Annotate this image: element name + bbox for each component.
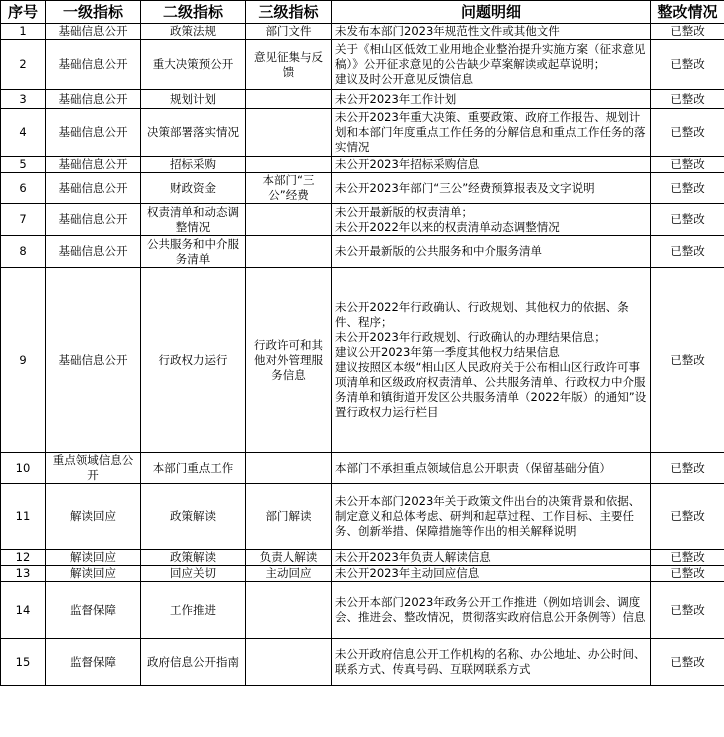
table-row bbox=[1, 582, 724, 639]
table-row bbox=[1, 24, 724, 40]
level3-indicator bbox=[246, 90, 332, 109]
level2-indicator: 决策部署落实情况 bbox=[141, 109, 246, 157]
header-no: 序号 bbox=[1, 1, 46, 24]
table-row bbox=[1, 109, 724, 157]
row-number: 10 bbox=[1, 453, 46, 484]
problem-detail: 未公开最新版的权责清单； 未公开2022年以来的权责清单动态调整情况 bbox=[332, 204, 651, 236]
level2-indicator: 政策法规 bbox=[141, 24, 246, 40]
problem-detail: 未公开2023年招标采购信息 bbox=[332, 157, 651, 173]
row-number: 7 bbox=[1, 204, 46, 236]
problem-detail: 未公开2023年部门“三公”经费预算报表及文字说明 bbox=[332, 173, 651, 204]
row-number: 11 bbox=[1, 484, 46, 550]
row-number: 15 bbox=[1, 639, 46, 686]
table-row bbox=[1, 566, 724, 582]
level2-indicator: 政策解读 bbox=[141, 550, 246, 566]
level3-indicator bbox=[246, 453, 332, 484]
level3-indicator: 负责人解读 bbox=[246, 550, 332, 566]
level1-indicator: 基础信息公开 bbox=[46, 268, 141, 453]
level2-indicator: 招标采购 bbox=[141, 157, 246, 173]
row-number: 3 bbox=[1, 90, 46, 109]
level2-indicator: 公共服务和中介服务清单 bbox=[141, 236, 246, 268]
level3-indicator bbox=[246, 109, 332, 157]
table-row bbox=[1, 236, 724, 268]
problem-detail: 未公开2023年工作计划 bbox=[332, 90, 651, 109]
level2-indicator: 财政资金 bbox=[141, 173, 246, 204]
problem-detail: 本部门不承担重点领域信息公开职责（保留基础分值） bbox=[332, 453, 651, 484]
header-detail: 问题明细 bbox=[332, 1, 651, 24]
status-cell: 已整改 bbox=[651, 582, 724, 639]
status-cell: 已整改 bbox=[651, 157, 724, 173]
status-cell: 已整改 bbox=[651, 453, 724, 484]
status-cell: 已整改 bbox=[651, 109, 724, 157]
table-row bbox=[1, 639, 724, 686]
status-cell: 已整改 bbox=[651, 639, 724, 686]
row-number: 8 bbox=[1, 236, 46, 268]
header-level1: 一级指标 bbox=[46, 1, 141, 24]
level3-indicator: 部门文件 bbox=[246, 24, 332, 40]
level1-indicator: 基础信息公开 bbox=[46, 173, 141, 204]
row-number: 14 bbox=[1, 582, 46, 639]
table-row bbox=[1, 157, 724, 173]
level1-indicator: 重点领域信息公开 bbox=[46, 453, 141, 484]
status-cell: 已整改 bbox=[651, 484, 724, 550]
level2-indicator: 权责清单和动态调整情况 bbox=[141, 204, 246, 236]
problem-detail: 未公开2022年行政确认、行政规划、其他权力的依据、条件、程序； 未公开2023年行政规划、行政确认的办理结果信息； 建议公开2023年第一季度其他权力结果信息 建议按照区本级“相山区人民政府关于公布相山区行政许可事项清单和区级政府权责清单、公共服务清单、行政权力中介服务清单和镇街道开发区公共服务清单（2022年版）的通知”设置行政权力运行栏目 bbox=[332, 268, 651, 453]
level2-indicator: 工作推进 bbox=[141, 582, 246, 639]
level3-indicator bbox=[246, 639, 332, 686]
table-row bbox=[1, 173, 724, 204]
level1-indicator: 解读回应 bbox=[46, 550, 141, 566]
problem-detail: 未公开最新版的公共服务和中介服务清单 bbox=[332, 236, 651, 268]
status-cell: 已整改 bbox=[651, 204, 724, 236]
row-number: 12 bbox=[1, 550, 46, 566]
status-cell: 已整改 bbox=[651, 40, 724, 90]
status-cell: 已整改 bbox=[651, 173, 724, 204]
level1-indicator: 解读回应 bbox=[46, 484, 141, 550]
level3-indicator bbox=[246, 236, 332, 268]
problem-detail: 未公开2023年负责人解读信息 bbox=[332, 550, 651, 566]
header-level2: 二级指标 bbox=[141, 1, 246, 24]
row-number: 5 bbox=[1, 157, 46, 173]
header-status: 整改情况 bbox=[651, 1, 724, 24]
level1-indicator: 基础信息公开 bbox=[46, 40, 141, 90]
table-row bbox=[1, 204, 724, 236]
level3-indicator bbox=[246, 582, 332, 639]
status-cell: 已整改 bbox=[651, 268, 724, 453]
status-cell: 已整改 bbox=[651, 24, 724, 40]
status-cell: 已整改 bbox=[651, 550, 724, 566]
level1-indicator: 监督保障 bbox=[46, 639, 141, 686]
level3-indicator bbox=[246, 157, 332, 173]
row-number: 9 bbox=[1, 268, 46, 453]
level1-indicator: 基础信息公开 bbox=[46, 90, 141, 109]
level1-indicator: 基础信息公开 bbox=[46, 24, 141, 40]
row-number: 4 bbox=[1, 109, 46, 157]
level2-indicator: 本部门重点工作 bbox=[141, 453, 246, 484]
problem-detail: 未公开2023年重大决策、重要政策、政府工作报告、规划计划和本部门年度重点工作任务的分解信息和重点工作任务的落实情况 bbox=[332, 109, 651, 157]
level2-indicator: 政府信息公开指南 bbox=[141, 639, 246, 686]
row-number: 13 bbox=[1, 566, 46, 582]
level2-indicator: 回应关切 bbox=[141, 566, 246, 582]
row-number: 6 bbox=[1, 173, 46, 204]
level1-indicator: 基础信息公开 bbox=[46, 204, 141, 236]
table-row bbox=[1, 40, 724, 90]
level1-indicator: 基础信息公开 bbox=[46, 236, 141, 268]
level1-indicator: 基础信息公开 bbox=[46, 157, 141, 173]
problem-detail: 未公开本部门2023年关于政策文件出台的决策背景和依据、制定意义和总体考虑、研判和起草过程、工作目标、主要任务、创新举措、保障措施等作出的相关解释说明 bbox=[332, 484, 651, 550]
level2-indicator: 政策解读 bbox=[141, 484, 246, 550]
table-row bbox=[1, 453, 724, 484]
level3-indicator: 主动回应 bbox=[246, 566, 332, 582]
level1-indicator: 基础信息公开 bbox=[46, 109, 141, 157]
level3-indicator: 本部门“三公”经费 bbox=[246, 173, 332, 204]
status-cell: 已整改 bbox=[651, 566, 724, 582]
table-row bbox=[1, 550, 724, 566]
level3-indicator: 部门解读 bbox=[246, 484, 332, 550]
header-level3: 三级指标 bbox=[246, 1, 332, 24]
table-row bbox=[1, 484, 724, 550]
row-number: 1 bbox=[1, 24, 46, 40]
header-row bbox=[1, 1, 724, 24]
level3-indicator bbox=[246, 204, 332, 236]
problem-detail: 未公开2023年主动回应信息 bbox=[332, 566, 651, 582]
status-cell: 已整改 bbox=[651, 236, 724, 268]
level1-indicator: 解读回应 bbox=[46, 566, 141, 582]
level2-indicator: 行政权力运行 bbox=[141, 268, 246, 453]
level2-indicator: 规划计划 bbox=[141, 90, 246, 109]
problem-detail: 未发布本部门2023年规范性文件或其他文件 bbox=[332, 24, 651, 40]
table-row bbox=[1, 90, 724, 109]
row-number: 2 bbox=[1, 40, 46, 90]
problem-detail: 未公开本部门2023年政务公开工作推进（例如培训会、调度会、推进会、整改情况，贯彻落实政府信息公开条例等）信息 bbox=[332, 582, 651, 639]
level3-indicator: 意见征集与反馈 bbox=[246, 40, 332, 90]
level3-indicator: 行政许可和其他对外管理服务信息 bbox=[246, 268, 332, 453]
level1-indicator: 监督保障 bbox=[46, 582, 141, 639]
problem-detail: 未公开政府信息公开工作机构的名称、办公地址、办公时间、联系方式、传真号码、互联网联系方式 bbox=[332, 639, 651, 686]
level2-indicator: 重大决策预公开 bbox=[141, 40, 246, 90]
status-cell: 已整改 bbox=[651, 90, 724, 109]
table-row bbox=[1, 268, 724, 453]
problem-detail: 关于《相山区低效工业用地企业整治提升实施方案（征求意见稿）》公开征求意见的公告缺少草案解读或起草说明； 建议及时公开意见反馈信息 bbox=[332, 40, 651, 90]
